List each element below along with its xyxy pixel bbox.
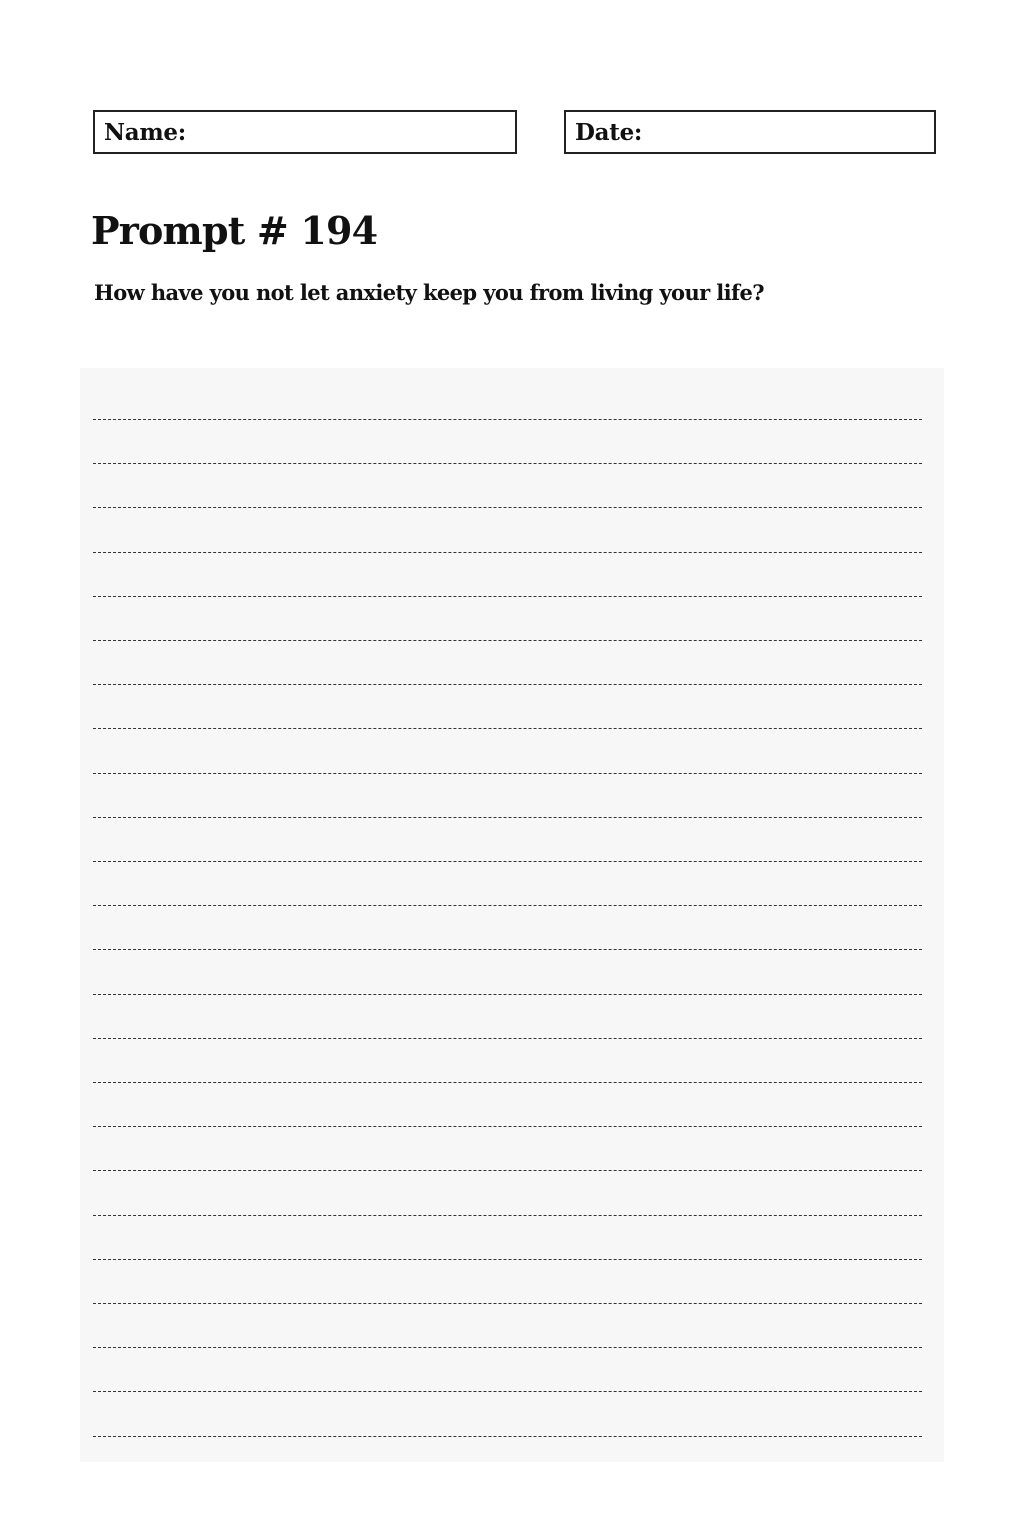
writing-line (93, 905, 922, 906)
writing-line (93, 640, 922, 641)
date-label: Date: (575, 118, 643, 146)
writing-line (93, 1038, 922, 1039)
writing-line (93, 596, 922, 597)
date-field[interactable] (564, 110, 936, 154)
writing-line (93, 463, 922, 464)
writing-line (93, 419, 922, 420)
writing-line (93, 1436, 922, 1437)
writing-line (93, 507, 922, 508)
writing-line (93, 1303, 922, 1304)
writing-line (93, 1170, 922, 1171)
writing-line (93, 773, 922, 774)
writing-line (93, 817, 922, 818)
writing-area[interactable] (80, 368, 944, 1462)
writing-line (93, 994, 922, 995)
writing-line (93, 1082, 922, 1083)
name-label: Name: (104, 118, 186, 146)
writing-line (93, 1391, 922, 1392)
writing-line (93, 1215, 922, 1216)
name-field[interactable] (93, 110, 517, 154)
writing-line (93, 1126, 922, 1127)
writing-line (93, 949, 922, 950)
writing-line (93, 684, 922, 685)
writing-line (93, 1347, 922, 1348)
writing-line (93, 728, 922, 729)
writing-line (93, 552, 922, 553)
writing-line (93, 861, 922, 862)
prompt-question: How have you not let anxiety keep you from living your life? (94, 280, 764, 305)
writing-line (93, 1259, 922, 1260)
prompt-title: Prompt # 194 (91, 208, 378, 253)
